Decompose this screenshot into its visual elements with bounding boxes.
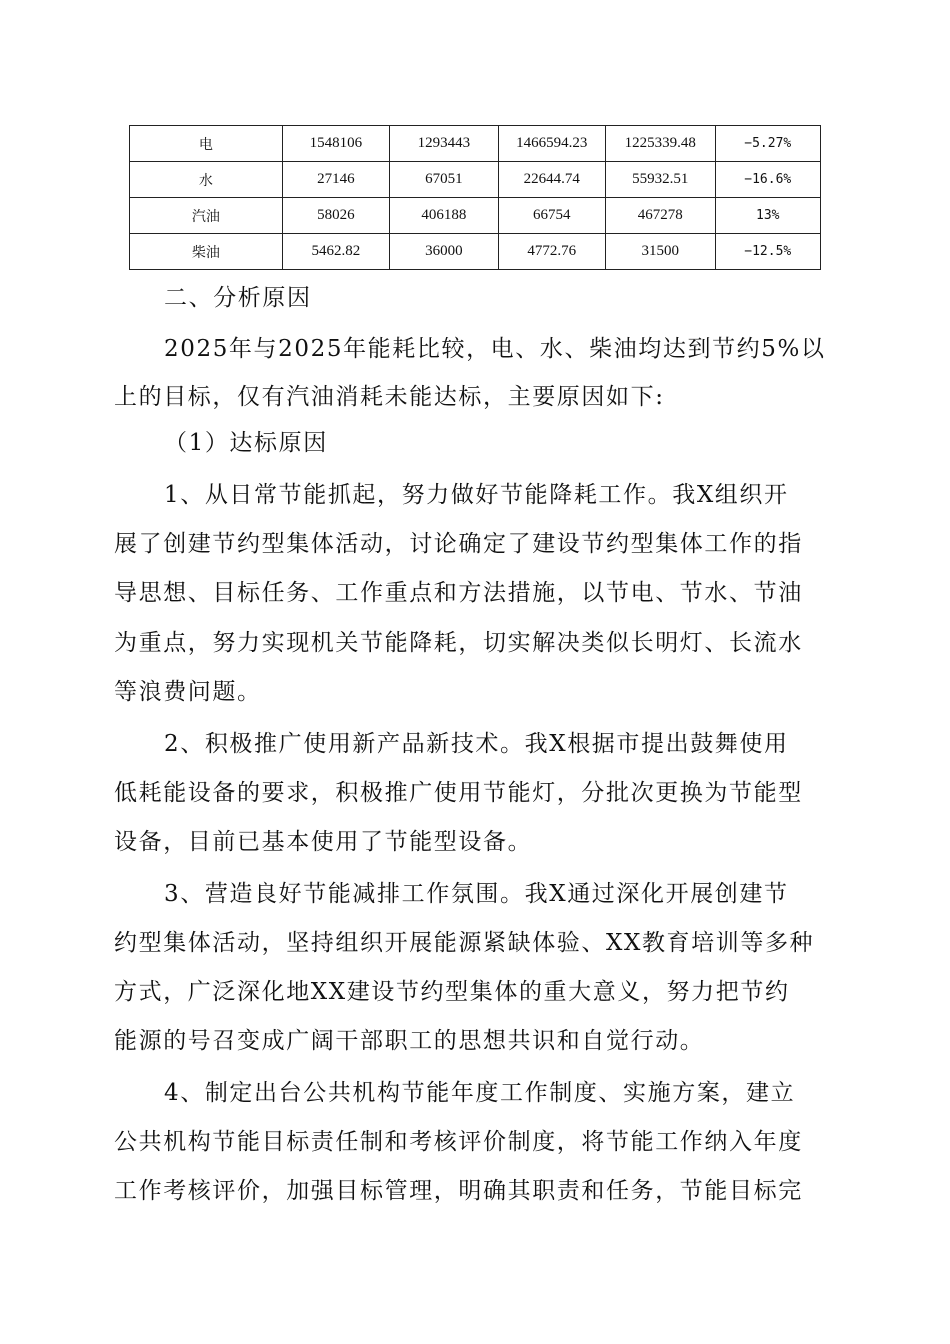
section-heading: 二、分析原因 [164, 285, 312, 311]
row-label: 电 [130, 126, 283, 162]
subsection-heading: （1）达标原因 [164, 430, 328, 456]
table-cell: 4772.76 [498, 234, 605, 270]
table-cell: 66754 [498, 198, 605, 234]
paragraph-line: 1、从日常节能抓起，努力做好节能降耗工作。我X组织开 [164, 482, 789, 508]
table-cell: 58026 [282, 198, 389, 234]
paragraph-line: 2、积极推广使用新产品新技术。我X根据市提出鼓舞使用 [164, 731, 789, 757]
paragraph-line: 方式，广泛深化地XX建设节约型集体的重大意义，努力把节约 [114, 979, 790, 1005]
table-cell: 1225339.48 [606, 126, 715, 162]
paragraph-line: 导思想、目标任务、工作重点和方法措施，以节电、节水、节油 [114, 580, 803, 606]
table-cell-percent: −5.27% [715, 126, 821, 162]
table-cell: 55932.51 [606, 162, 715, 198]
table-cell-percent: −12.5% [715, 234, 821, 270]
table-cell: 27146 [282, 162, 389, 198]
table-cell: 5462.82 [282, 234, 389, 270]
paragraph-line: 上的目标，仅有汽油消耗未能达标，主要原因如下: [114, 384, 665, 410]
table-row [130, 234, 821, 270]
table-cell: 1466594.23 [498, 126, 605, 162]
paragraph-line: 2025年与2025年能耗比较，电、水、柴油均达到节约5%以 [164, 336, 826, 362]
table-cell: 1548106 [282, 126, 389, 162]
table-cell-percent: −16.6% [715, 162, 821, 198]
paragraph-line: 为重点，努力实现机关节能降耗，切实解决类似长明灯、长流水 [114, 630, 803, 656]
table-cell-percent: 13% [715, 198, 821, 234]
row-label: 柴油 [130, 234, 283, 270]
table-cell: 67051 [390, 162, 498, 198]
paragraph-line: 公共机构节能目标责任制和考核评价制度，将节能工作纳入年度 [114, 1129, 803, 1155]
table-row [130, 126, 821, 162]
paragraph-line: 4、制定出台公共机构节能年度工作制度、实施方案，建立 [164, 1080, 796, 1106]
paragraph-line: 设备，目前已基本使用了节能型设备。 [114, 829, 533, 855]
paragraph-line: 展了创建节约型集体活动，讨论确定了建设节约型集体工作的指 [114, 531, 803, 557]
paragraph-line: 工作考核评价，加强目标管理，明确其职责和任务，节能目标完 [114, 1178, 803, 1204]
paragraph-line: 3、营造良好节能减排工作氛围。我X通过深化开展创建节 [164, 881, 789, 907]
table-cell: 36000 [390, 234, 498, 270]
table-cell: 31500 [606, 234, 715, 270]
paragraph-line: 低耗能设备的要求，积极推广使用节能灯，分批次更换为节能型 [114, 780, 803, 806]
energy-consumption-table [129, 125, 821, 270]
table-cell: 467278 [606, 198, 715, 234]
row-label: 水 [130, 162, 283, 198]
row-label: 汽油 [130, 198, 283, 234]
paragraph-line: 能源的号召变成广阔干部职工的思想共识和自觉行动。 [114, 1028, 705, 1054]
paragraph-line: 等浪费问题。 [114, 679, 262, 705]
paragraph-line: 约型集体活动，坚持组织开展能源紧缺体验、XX教育培训等多种 [114, 930, 815, 956]
table-cell: 406188 [390, 198, 498, 234]
table-row [130, 162, 821, 198]
table-cell: 1293443 [390, 126, 498, 162]
table-row [130, 198, 821, 234]
table-cell: 22644.74 [498, 162, 605, 198]
